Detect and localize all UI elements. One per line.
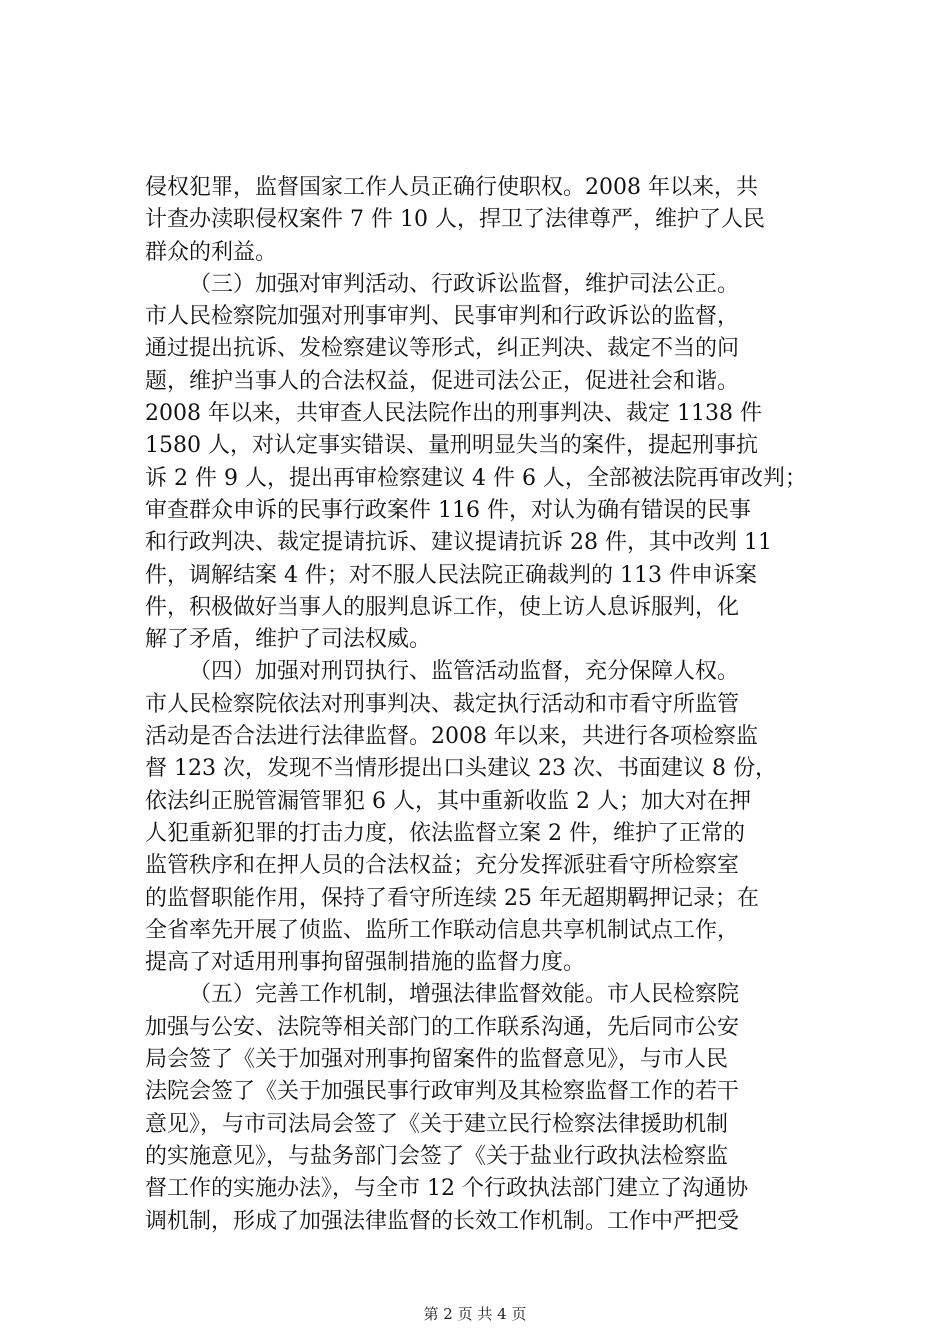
text-line: 局会签了《关于加强对刑事拘留案件的监督意见》，与市人民	[145, 1047, 729, 1073]
text-line: 市人民检察院加强对刑事审判、民事审判和行政诉讼的监督，	[145, 304, 740, 330]
document-body	[145, 172, 825, 1238]
text-line: 加强与公安、法院等相关部门的工作联系沟通，先后同市公安	[145, 1014, 740, 1040]
text-line: 督 123 次，发现不当情形提出口头建议 23 次、书面建议 8 份，	[145, 756, 777, 782]
text-line: 解了矛盾，维护了司法权威。	[145, 627, 432, 653]
paragraph-heading-line: （四）加强对刑罚执行、监管活动监督，充分保障人权。	[189, 659, 740, 685]
text-line: 和行政判决、裁定提请抗诉、建议提请抗诉 28 件，其中改判 11	[145, 530, 772, 556]
text-line: 督工作的实施办法》，与全市 12 个行政执法部门建立了沟通协	[145, 1176, 748, 1202]
text-line: 1580 人，对认定事实错误、量刑明显失当的案件，提起刑事抗	[145, 433, 758, 459]
paragraph-heading-line: （五）完善工作机制，增强法律监督效能。市人民检察院	[189, 982, 740, 1008]
text-line: 件，调解结案 4 件；对不服人民法院正确裁判的 113 件申诉案	[145, 562, 757, 588]
text-line: 题，维护当事人的合法权益，促进司法公正，促进社会和谐。	[145, 368, 740, 394]
text-line: 2008 年以来，共审查人民法院作出的刑事判决、裁定 1138 件	[145, 401, 762, 427]
text-line: 监管秩序和在押人员的合法权益；充分发挥派驻看守所检察室	[145, 853, 740, 879]
text-line: 诉 2 件 9 人，提出再审检察建议 4 件 6 人，全部被法院再审改判；	[145, 465, 807, 491]
text-line: 的监督职能作用，保持了看守所连续 25 年无超期羁押记录；在	[145, 885, 759, 911]
text-line: 依法纠正脱管漏管罪犯 6 人，其中重新收监 2 人；加大对在押	[145, 788, 751, 814]
text-line: 审查群众申诉的民事行政案件 116 件，对认为确有错误的民事	[145, 497, 751, 523]
text-line: 调机制，形成了加强法律监督的长效工作机制。工作中严把受	[145, 1208, 740, 1234]
text-line: 的实施意见》，与盐务部门会签了《关于盐业行政执法检察监	[145, 1143, 729, 1169]
text-line: 全省率先开展了侦监、监所工作联动信息共享机制试点工作，	[145, 917, 740, 943]
page-footer: 第 2 页 共 4 页	[423, 1305, 527, 1323]
text-line: 通过提出抗诉、发检察建议等形式，纠正判决、裁定不当的问	[145, 336, 740, 362]
paragraph-heading-line: （三）加强对审判活动、行政诉讼监督，维护司法公正。	[189, 271, 740, 297]
text-line: 侵权犯罪，监督国家工作人员正确行使职权。2008 年以来，共	[145, 175, 758, 200]
text-line: 市人民检察院依法对刑事判决、裁定执行活动和市看守所监管	[145, 691, 740, 717]
text-line: 人犯重新犯罪的打击力度，依法监督立案 2 件，维护了正常的	[145, 820, 745, 846]
text-line: 法院会签了《关于加强民事行政审判及其检察监督工作的若干	[145, 1079, 740, 1105]
text-line: 活动是否合法进行法律监督。2008 年以来，共进行各项检察监	[145, 724, 758, 750]
text-line: 计查办渎职侵权案件 7 件 10 人，捍卫了法律尊严，维护了人民	[145, 207, 765, 233]
text-line: 提高了对适用刑事拘留强制措施的监督力度。	[145, 950, 586, 976]
text-line: 意见》，与市司法局会签了《关于建立民行检察法律援助机制	[145, 1111, 729, 1137]
text-line: 群众的利益。	[145, 239, 278, 265]
text-line: 件，积极做好当事人的服判息诉工作，使上访人息诉服判，化	[145, 594, 740, 620]
